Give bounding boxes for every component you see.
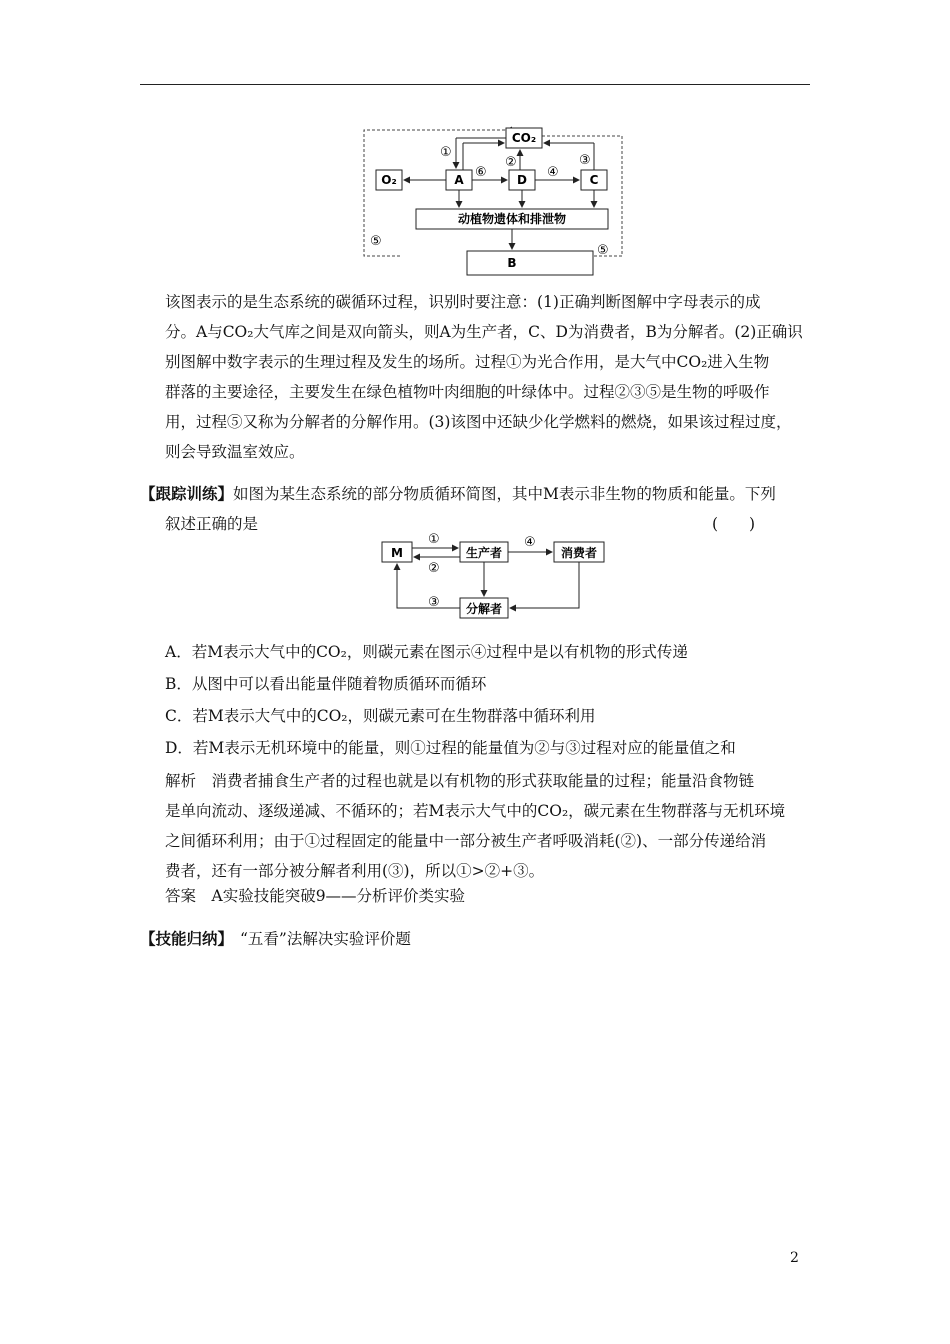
label-2: ② xyxy=(505,155,517,170)
skill-text: “五看”法解决实验评价题 xyxy=(240,930,411,948)
exercise-question-cont: 叙述正确的是 xyxy=(165,515,259,533)
svg-text:分解者: 分解者 xyxy=(465,602,503,616)
label-3: ③ xyxy=(579,153,591,168)
svg-text:M: M xyxy=(391,546,403,560)
producer-box xyxy=(460,542,508,562)
explanation-line: 该图表示的是生态系统的碳循环过程，识别时要注意：(1)正确判断图解中字母表示的成 xyxy=(165,293,761,311)
explanation-line: 分。A与CO₂大气库之间是双向箭头，则A为生产者，C、D为消费者，B为分解者。(2)正确识 xyxy=(165,323,803,341)
header-rule xyxy=(140,84,810,85)
svg-text:CO₂: CO₂ xyxy=(511,131,537,145)
analysis-line: 解析 消费者捕食生产者的过程也就是以有机物的形式获取能量的过程；能量沿食物链 xyxy=(165,772,755,790)
label-1: ① xyxy=(440,145,452,160)
explanation-line: 则会导致温室效应。 xyxy=(165,443,305,461)
material-cycle-diagram xyxy=(376,530,612,622)
answer-bracket: ( ) xyxy=(712,515,756,533)
label-5-right: ⑤ xyxy=(597,243,609,258)
option-d: D．若M表示无机环境中的能量，则①过程的能量值为②与③过程对应的能量值之和 xyxy=(165,739,736,757)
remains-box xyxy=(416,209,608,229)
analysis-line: 是单向流动、逐级递减、不循环的；若M表示大气中的CO₂，碳元素在生物群落与无机环境 xyxy=(165,802,786,820)
explanation-line: 用，过程⑤又称为分解者的分解作用。(3)该图中还缺少化学燃料的燃烧，如果该过程过度， xyxy=(165,413,792,431)
svg-text:D: D xyxy=(517,173,527,187)
explanation-line: 群落的主要途径，主要发生在绿色植物叶肉细胞的叶绿体中。过程②③⑤是生物的呼吸作 xyxy=(165,383,770,401)
label-6: ⑥ xyxy=(475,165,487,180)
svg-text:B: B xyxy=(507,256,517,270)
option-c: C．若M表示大气中的CO₂，则碳元素可在生物群落中循环利用 xyxy=(165,707,596,725)
label-3: ③ xyxy=(428,595,440,610)
b-box xyxy=(467,251,593,275)
a-box xyxy=(446,170,472,190)
c-box xyxy=(581,170,607,190)
analysis-line: 费者，还有一部分被分解者利用(③)，所以①>②+③。 xyxy=(165,862,545,880)
svg-text:A: A xyxy=(454,173,464,187)
option-a: A．若M表示大气中的CO₂，则碳元素在图示④过程中是以有机物的形式传递 xyxy=(165,643,688,661)
svg-text:O₂: O₂ xyxy=(381,173,397,187)
analysis-line: 之间循环利用；由于①过程固定的能量中一部分被生产者呼吸消耗(②)、一部分传递给消 xyxy=(165,832,767,850)
exercise-question: 如图为某生态系统的部分物质循环简图，其中M表示非生物的物质和能量。下列 xyxy=(233,485,776,503)
m-box xyxy=(382,542,412,562)
carbon-cycle-diagram xyxy=(360,124,630,280)
label-4: ④ xyxy=(524,535,536,550)
explanation-line: 别图解中数字表示的生理过程及发生的场所。过程①为光合作用，是大气中CO₂进入生物 xyxy=(165,353,770,371)
consumer-box xyxy=(554,542,604,562)
option-b: B．从图中可以看出能量伴随着物质循环而循环 xyxy=(165,675,487,693)
label-5-left: ⑤ xyxy=(370,234,382,249)
svg-text:生产者: 生产者 xyxy=(465,546,503,560)
svg-text:消费者: 消费者 xyxy=(560,546,598,560)
decomposer-box xyxy=(460,598,508,618)
skill-tag: 【技能归纳】 xyxy=(140,930,234,948)
page-number: 2 xyxy=(790,1250,799,1266)
answer-line: 答案 A实验技能突破9——分析评价类实验 xyxy=(165,887,466,905)
svg-text:C: C xyxy=(589,173,599,187)
co2-box xyxy=(506,128,542,148)
svg-text:动植物遗体和排泄物: 动植物遗体和排泄物 xyxy=(457,212,567,226)
label-1: ① xyxy=(428,532,440,547)
d-box xyxy=(509,170,535,190)
o2-box xyxy=(376,170,402,190)
exercise-tag: 【跟踪训练】 xyxy=(140,485,234,503)
label-2: ② xyxy=(428,561,440,576)
label-4: ④ xyxy=(547,165,559,180)
